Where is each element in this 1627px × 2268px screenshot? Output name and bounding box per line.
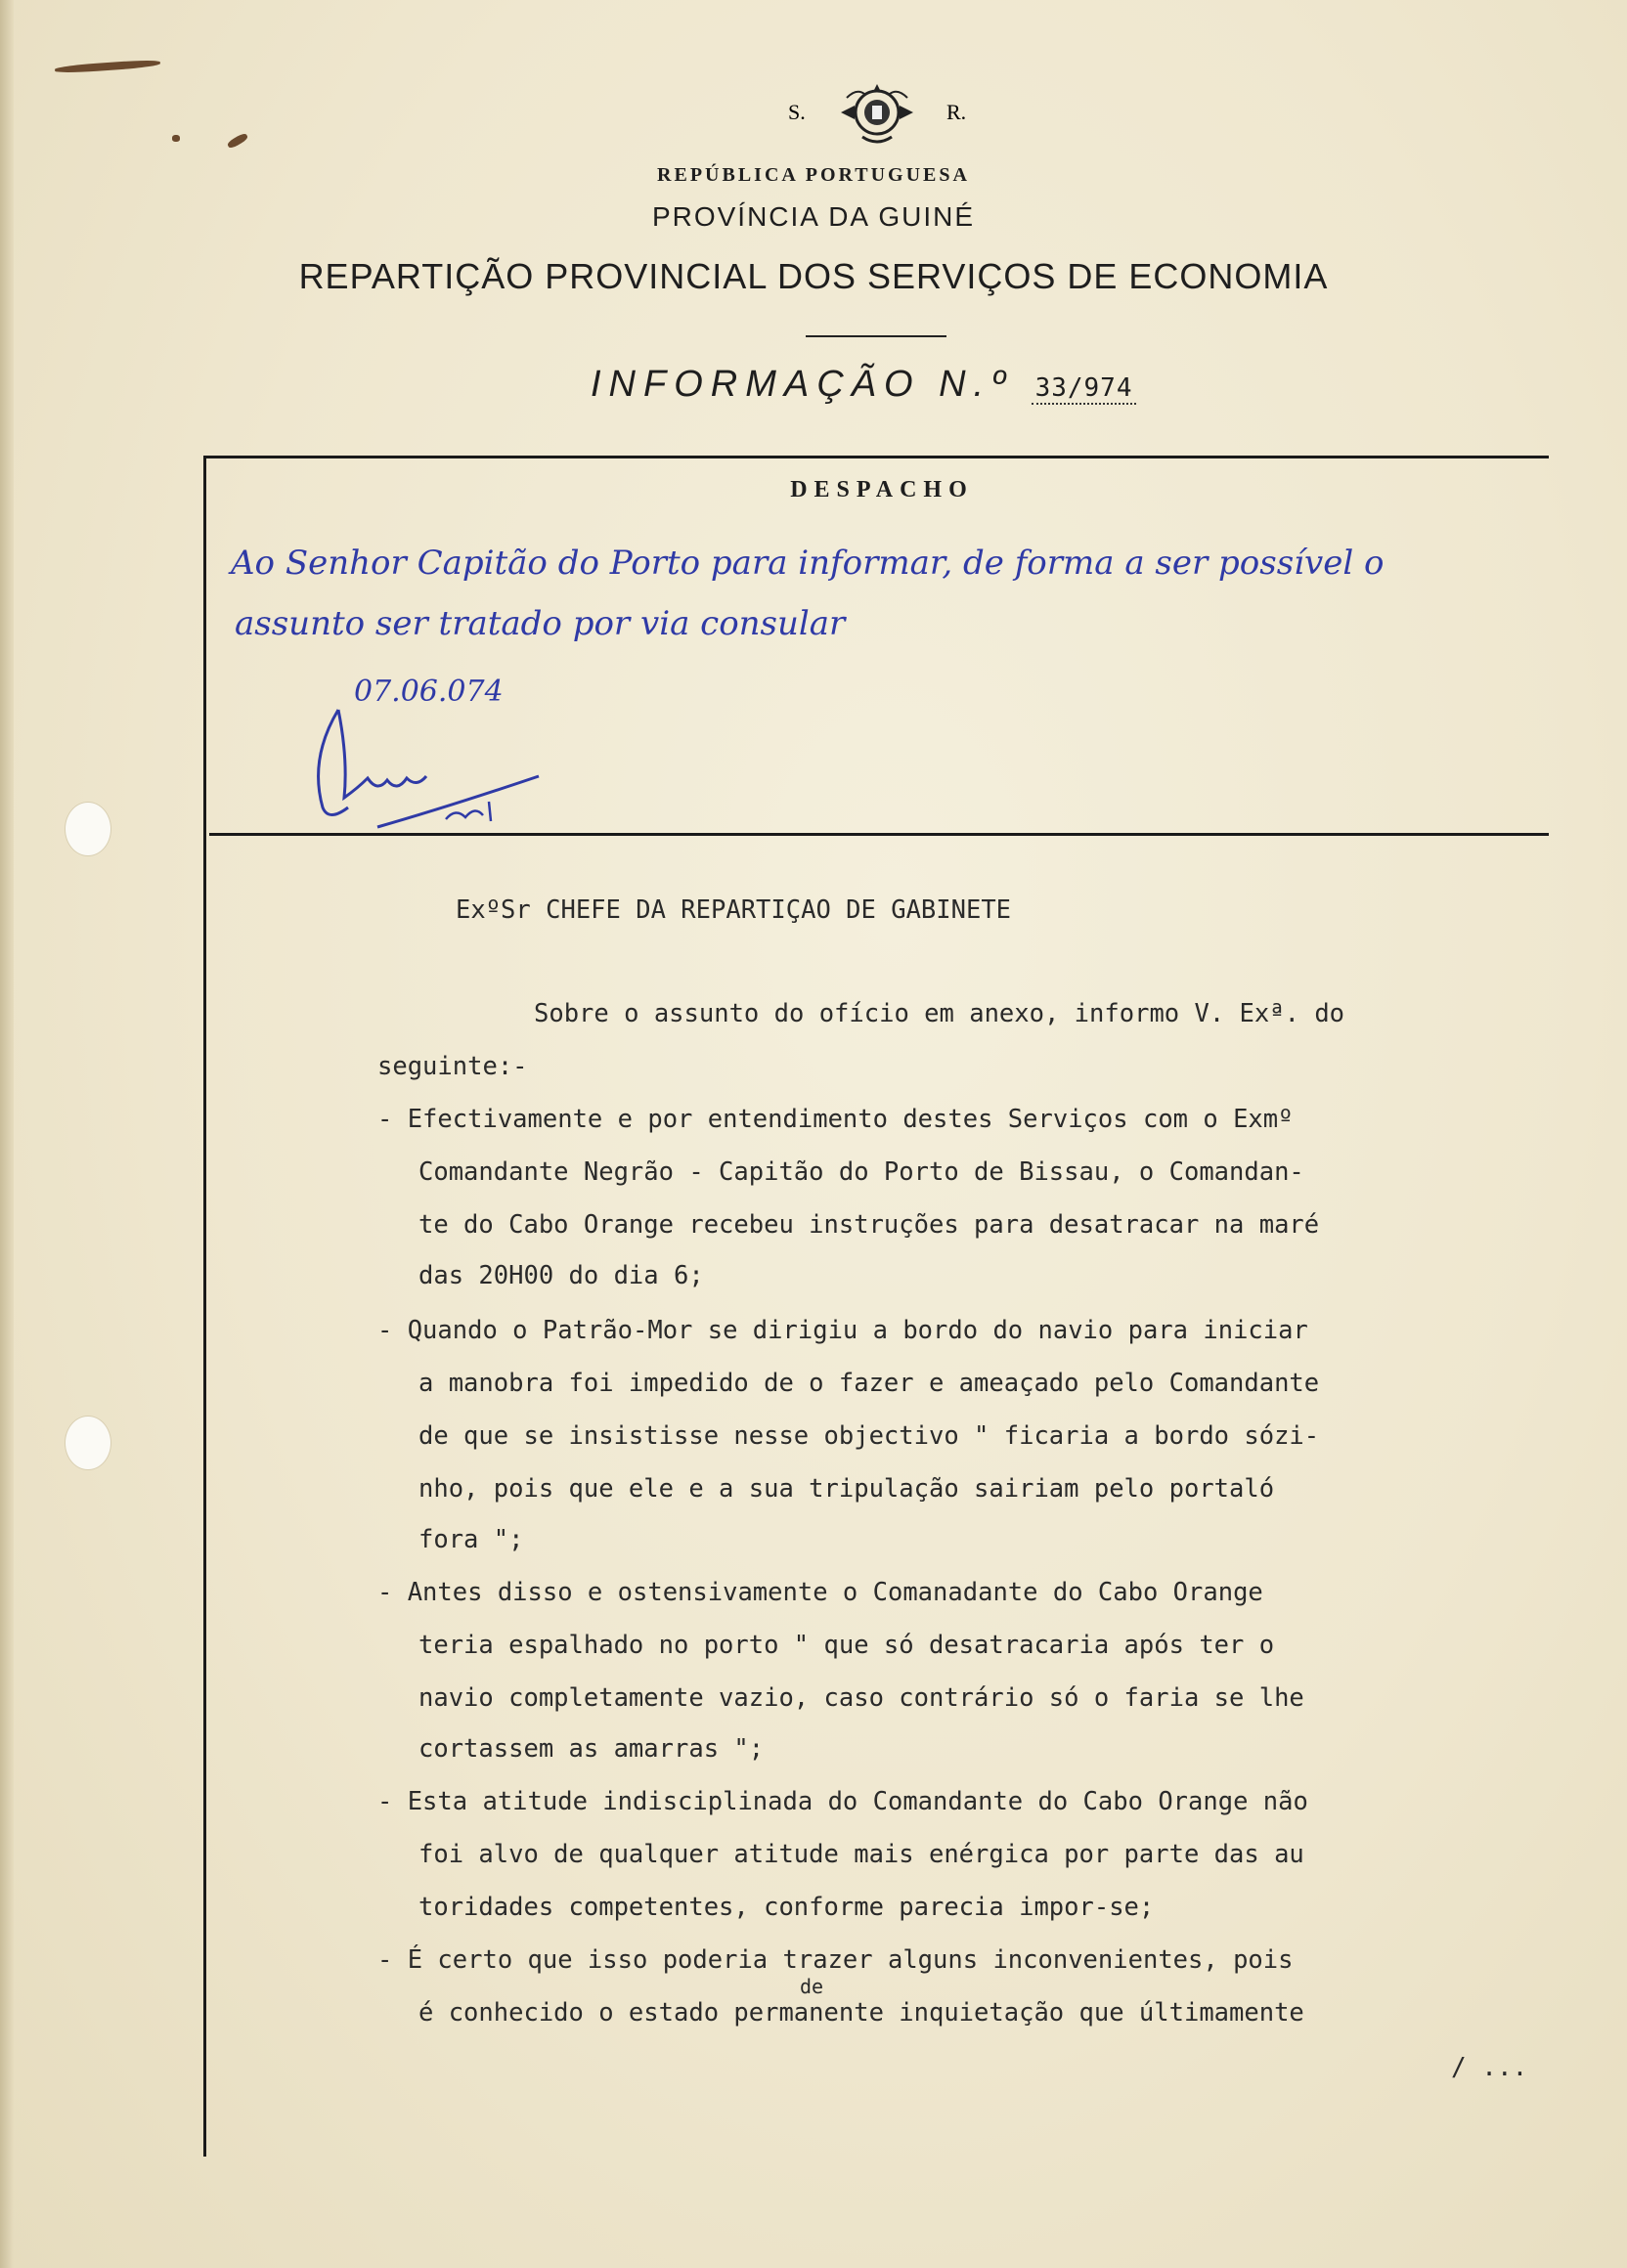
despacho-title: DESPACHO (790, 477, 974, 502)
punch-hole-top (65, 802, 111, 856)
province-heading: PROVÍNCIA DA GUINÉ (651, 201, 976, 232)
body-line: - É certo que isso poderia trazer alguns inconvenientes, pois (377, 1945, 1294, 1975)
punch-hole-bottom (65, 1416, 111, 1470)
handwritten-order-line-1: Ao Senhor Capitão do Porto para informar, de forma a ser possível o (231, 544, 1385, 583)
body-line: é conhecido o estado permanente inquietação que últimamente (418, 1998, 1304, 2028)
margin-rule (203, 456, 206, 2157)
department-heading: REPARTIÇÃO PROVINCIAL DOS SERVIÇOS DE ECONOMIA (298, 256, 1329, 296)
paper-edge (0, 0, 14, 2268)
stain-mark (226, 132, 248, 150)
s-letter: S. (788, 100, 806, 124)
republic-heading: REPÚBLICA PORTUGUESA (657, 164, 970, 186)
body-line: cortassem as amarras "; (418, 1734, 765, 1764)
handwritten-signature (309, 700, 563, 837)
stain-mark (172, 135, 180, 142)
body-line: te do Cabo Orange recebeu instruções para desatracar na maré (418, 1210, 1320, 1240)
despacho-bottom-rule (209, 833, 1549, 836)
body-line: - Quando o Patrão-Mor se dirigiu a bordo do navio para iniciar (377, 1316, 1308, 1345)
body-line: Sobre o assunto do ofício em anexo, informo V. Exª. do (534, 999, 1345, 1028)
stain-mark (55, 59, 160, 74)
handwritten-insertion: de (800, 1975, 824, 1998)
body-line: teria espalhado no porto " que só desatracaria após ter o (418, 1631, 1275, 1660)
r-letter: R. (946, 100, 967, 124)
information-number-line (591, 364, 1136, 406)
body-line: toridades competentes, conforme parecia impor-se; (418, 1893, 1155, 1922)
body-line: - Efectivamente e por entendimento destes Serviços com o Exmº (377, 1105, 1294, 1134)
coat-of-arms-row (772, 90, 988, 158)
body-line: navio completamente vazio, caso contrário só o faria se lhe (418, 1683, 1304, 1713)
body-line: seguinte:- (377, 1052, 528, 1081)
coat-of-arms-icon (833, 78, 921, 147)
salutation: ExºSr CHEFE DA REPARTIÇAO DE GABINETE (456, 895, 1012, 925)
handwritten-date: 07.06.074 (354, 675, 504, 709)
information-label: INFORMAÇÃO N.º (591, 364, 1013, 405)
despacho-top-rule (205, 456, 1549, 458)
body-line: - Esta atitude indisciplinada do Comandante do Cabo Orange não (377, 1787, 1308, 1816)
information-number: 33/974 (1032, 373, 1137, 405)
header-divider (806, 335, 946, 337)
continuation-mark: / ... (1451, 2053, 1528, 2082)
body-line: - Antes disso e ostensivamente o Comanadante do Cabo Orange (377, 1578, 1263, 1607)
body-line: nho, pois que ele e a sua tripulação sairiam pelo portaló (418, 1474, 1275, 1504)
body-line: Comandante Negrão - Capitão do Porto de Bissau, o Comandan- (418, 1157, 1304, 1187)
body-line: fora "; (418, 1525, 524, 1554)
body-line: foi alvo de qualquer atitude mais enérgica por parte das au (418, 1840, 1304, 1869)
handwritten-order-line-2: assunto ser tratado por via consular (235, 604, 846, 643)
body-line: de que se insistisse nesse objectivo " ficaria a bordo sózi- (418, 1421, 1320, 1451)
body-line: a manobra foi impedido de o fazer e ameaçado pelo Comandante (418, 1369, 1320, 1398)
body-line: das 20H00 do dia 6; (418, 1261, 704, 1290)
